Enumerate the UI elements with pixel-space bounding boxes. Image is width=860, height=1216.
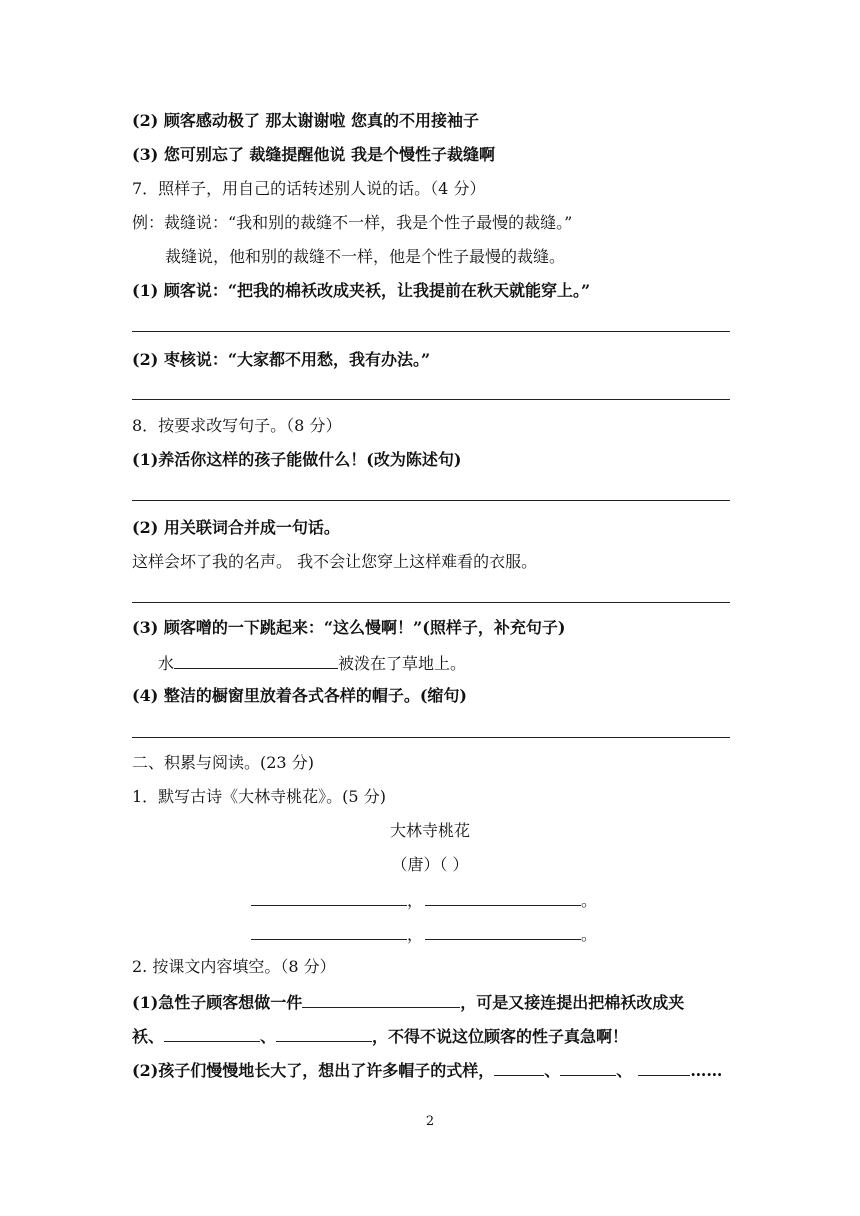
example-line: 例：裁缝说：“我和别的裁缝不一样，我是个性子最慢的裁缝。” [132, 213, 573, 232]
fill-sentence [158, 651, 466, 675]
poem-line [251, 888, 597, 912]
question-heading: 2. 按课文内容填空。（8 分） [132, 957, 336, 976]
answer-line[interactable] [132, 602, 730, 603]
text: 、 [260, 1027, 277, 1046]
question-heading: 1．默写古诗《大林寺桃花》。(5 分) [132, 787, 386, 806]
text: ，可是又接连提出把棉袄改成夹 [460, 993, 685, 1012]
punct: 。 [581, 925, 598, 944]
fill-sentence [132, 1024, 628, 1048]
fill-blank[interactable] [251, 888, 407, 906]
punct: ， [407, 925, 424, 944]
fill-suffix: 被泼在了草地上。 [338, 654, 467, 673]
question-heading: 8．按要求改写句子。（8 分） [132, 416, 342, 435]
text: (1)急性子顾客想做一件 [132, 993, 303, 1012]
sentence-pair: 这样会坏了我的名声。 我不会让您穿上这样难看的衣服。 [132, 552, 538, 571]
answer-line[interactable] [132, 399, 730, 400]
question-heading: 7．照样子，用自己的话转述别人说的话。（4 分） [132, 179, 486, 198]
answer-line[interactable] [132, 500, 730, 501]
fill-blank[interactable] [425, 922, 581, 940]
fill-blank[interactable] [494, 1058, 544, 1076]
example-answer: 裁缝说，他和别的裁缝不一样，他是个性子最慢的裁缝。 [165, 247, 566, 266]
poem-title: 大林寺桃花 [389, 821, 470, 840]
poem-author: （唐）（ ） [391, 855, 469, 874]
fill-blank[interactable] [560, 1058, 616, 1076]
fill-blank[interactable] [164, 1024, 260, 1042]
sub-question: (2) 枣核说：“大家都不用愁，我有办法。” [132, 350, 431, 369]
fill-blank[interactable] [174, 651, 338, 669]
answer-line[interactable] [132, 737, 730, 738]
sub-question: (2) 用关联词合并成一句话。 [132, 518, 340, 537]
text: ，不得不说这位顾客的性子真急啊！ [372, 1027, 629, 1046]
sub-question: (1) 顾客说：“把我的棉袄改成夹袄，让我提前在秋天就能穿上。” [132, 281, 591, 300]
text: 袄、 [132, 1027, 165, 1046]
fill-blank[interactable] [425, 888, 581, 906]
fill-blank[interactable] [302, 990, 460, 1008]
text-line: (2) 顾客感动极了 那太谢谢啦 您真的不用接袖子 [132, 111, 479, 130]
fill-prefix: 水 [158, 654, 175, 673]
sub-question: (3) 顾客噌的一下跳起来：“这么慢啊！”(照样子，补充句子) [132, 618, 566, 637]
section-heading: 二、积累与阅读。(23 分) [132, 753, 314, 772]
text-line: (3) 您可别忘了 裁缝提醒他说 我是个慢性子裁缝啊 [132, 145, 495, 164]
fill-blank[interactable] [638, 1058, 690, 1076]
fill-sentence [132, 990, 684, 1014]
punct: …… [690, 1061, 723, 1080]
punct: 、 [616, 1061, 633, 1080]
page-number: 2 [425, 1114, 435, 1129]
punct: 。 [581, 891, 598, 910]
sub-question: (4) 整洁的橱窗里放着各式各样的帽子。(缩句) [132, 686, 467, 705]
punct: 、 [544, 1061, 561, 1080]
fill-sentence [132, 1058, 722, 1082]
text: (2)孩子们慢慢地长大了，想出了许多帽子的式样， [132, 1061, 495, 1080]
fill-blank[interactable] [251, 922, 407, 940]
answer-line[interactable] [132, 331, 730, 332]
poem-line [251, 922, 597, 946]
punct: ， [407, 891, 424, 910]
sub-question: (1)养活你这样的孩子能做什么！(改为陈述句) [132, 450, 462, 469]
fill-blank[interactable] [276, 1024, 372, 1042]
